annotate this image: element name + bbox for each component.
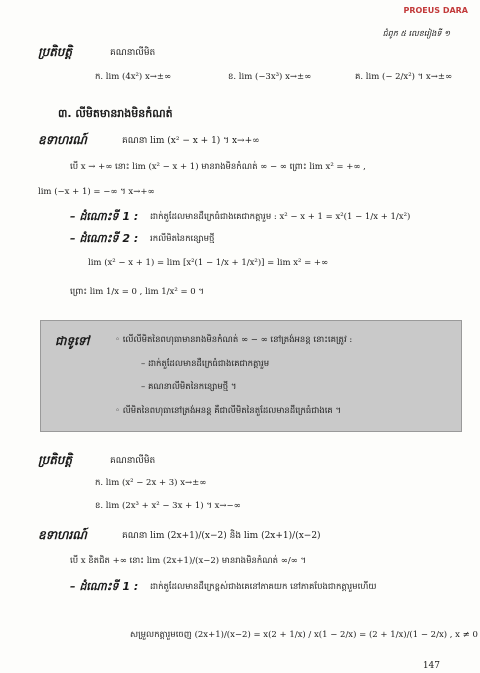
general-rule-box (40, 320, 462, 432)
method-text: រកលីមិតនៃកន្សោមថ្មី (150, 234, 215, 244)
example-label: ឧទាហរណ៍ (38, 133, 87, 147)
hint-bullet: – គណនាលីមិតនៃកន្សោមថ្មី ។ (141, 382, 237, 392)
exercise-title: ប្រតិបត្តិ (38, 45, 73, 59)
exercise-instruction: គណនាលីមិត (110, 48, 156, 58)
exercise-instruction: គណនាលីមិត (110, 456, 156, 466)
justification: ព្រោះ lim 1/x = 0 , lim 1/x² = 0 ។ (70, 287, 204, 297)
exercise-item-b: ខ. lim (−3x³) x→±∞ (228, 72, 312, 82)
exercise-item-c: គ. lim (− 2/x²) ។ x→±∞ (355, 72, 453, 82)
hint-bullet: ◦ លើលីមិតនៃពហុធាមានរាងមិនកំណត់ ∞ − ∞ នៅត្រង់អនន្ត នោះគេត្រូវ : (115, 335, 353, 345)
method-text: ដាក់តួដែលមានដឺក្រេធំជាងគេជាកត្តារួម : x² − x + 1 = x²(1 − 1/x + 1/x²) (150, 212, 411, 222)
method-label: – ដំណោះទី 1 : (70, 580, 139, 593)
hint-label: ជាទូទៅ (55, 334, 90, 348)
exercise-title: ប្រតិបត្តិ (38, 453, 73, 467)
example-task: គណនា lim (x² − x + 1) ។ x→+∞ (122, 136, 260, 146)
simplification: សម្រួលកត្តារួមចេញ (2x+1)/(x−2) = x(2 + 1/x) / x(1 − 2/x) = (2 + 1/x)/(1 − 2/x) , x ≠ 0 (130, 630, 478, 640)
chapter-label: ជំពូក ៥ លេខរៀងទី ១ (382, 29, 450, 38)
example-line: បើ x → +∞ នោះ lim (x² − x + 1) មានរាងមិនកំណត់ ∞ − ∞ ព្រោះ lim x² = +∞ , (70, 162, 366, 172)
exercise-item-a: ក. lim (4x²) x→±∞ (95, 72, 172, 82)
brand-mark: PROEUS DARA (403, 6, 468, 15)
section-title: ៣. លីមិតមានរាងមិនកំណត់ (58, 107, 173, 120)
example-line: បើ x ខិតជិត +∞ នោះ lim (2x+1)/(x−2) មានរាងមិនកំណត់ ∞/∞ ។ (70, 556, 307, 566)
method-text: ដាក់តួដែលមានដឺក្រេខ្ពស់ជាងគេនៅភាគយក នៅភាគបែងជាកត្តារួមហើយ (150, 582, 377, 592)
example-line: lim (−x + 1) = −∞ ។ x→+∞ (38, 187, 155, 197)
method-label: – ដំណោះទី 1 : (70, 210, 139, 223)
exercise-item-a: ក. lim (x² − 2x + 3) x→±∞ (95, 478, 207, 488)
method-label: – ដំណោះទី 2 : (70, 232, 139, 245)
hint-bullet: ◦ លីមិតនៃពហុធានៅត្រង់អនន្ត គឺជាលីមិតនៃតួដែលមានដឺក្រេធំជាងគេ ។ (115, 406, 342, 416)
page-number: 147 (422, 661, 440, 671)
example-label: ឧទាហរណ៍ (38, 528, 87, 542)
calculation: lim (x² − x + 1) = lim [x²(1 − 1/x + 1/x²)] = lim x² = +∞ (88, 258, 329, 268)
exercise-item-b: ខ. lim (2x³ + x² − 3x + 1) ។ x→−∞ (95, 501, 241, 511)
example-task: គណនា lim (2x+1)/(x−2) និង lim (2x+1)/(x−2) (122, 531, 321, 541)
hint-bullet: – ដាក់តួដែលមានដឺក្រេធំជាងគេជាកត្តារួម (141, 359, 270, 369)
